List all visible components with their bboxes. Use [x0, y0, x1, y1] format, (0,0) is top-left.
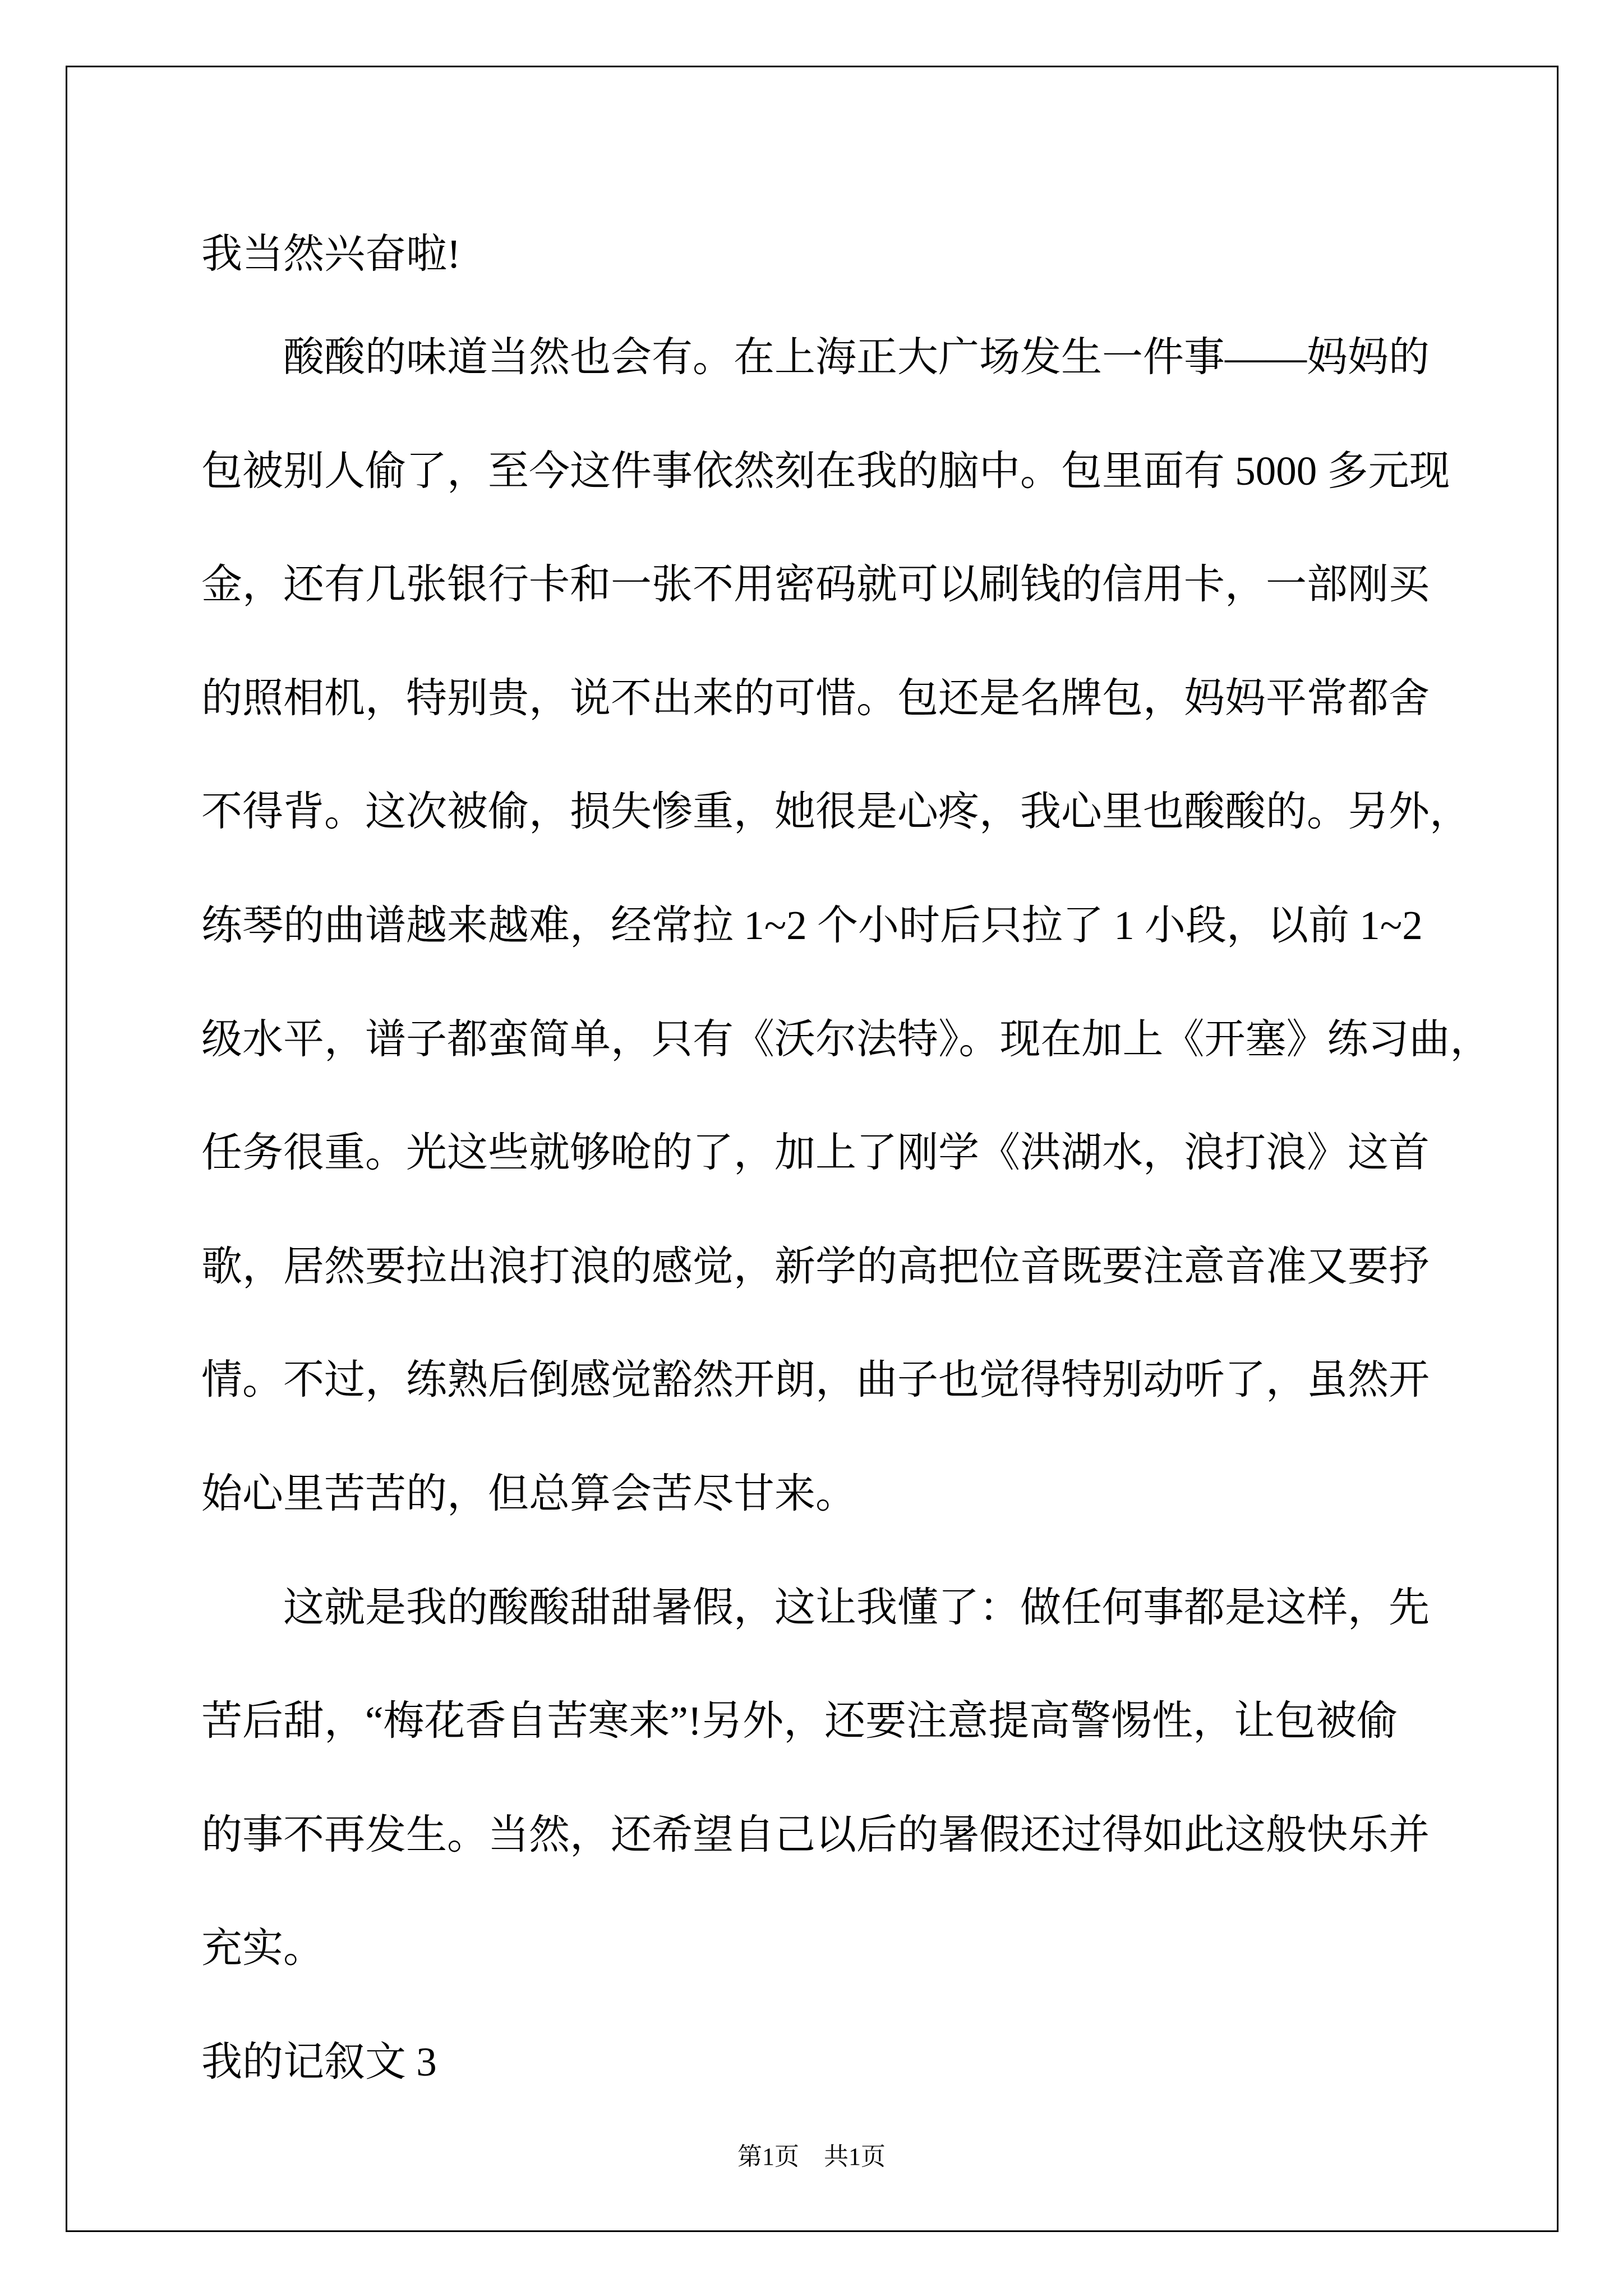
body-text — [201, 301, 1536, 2119]
text-line: 任务很重。光这些就够呛的了，加上了刚学《洪湖水，浪打浪》这首 — [201, 1130, 1430, 1176]
text-line: 级水平，谱子都蛮简单，只有《沃尔法特》。现在加上《开塞》练习曲， — [201, 1016, 1491, 1062]
continuation-paragraph — [201, 197, 1536, 311]
section-heading: 我的记叙文 3 — [201, 2039, 437, 2085]
text-line: 练琴的曲谱越来越难，经常拉 1~2 个小时后只拉了 1 小段，以前 1~2 — [201, 902, 1423, 948]
text-line: 歌，居然要拉出浪打浪的感觉，新学的高把位音既要注意音准又要抒 — [201, 1243, 1430, 1289]
text-line: 苦后甜，“梅花香自苦寒来”!另外，还要注意提高警惕性，让包被偷 — [201, 1698, 1398, 1744]
page-footer — [0, 2140, 1623, 2174]
text-line: 情。不过，练熟后倒感觉豁然开朗，曲子也觉得特别动听了，虽然开 — [201, 1357, 1430, 1403]
page-number: 第1页 共1页 — [737, 2143, 886, 2170]
text-line: 包被别人偷了，至今这件事依然刻在我的脑中。包里面有 5000 多元现 — [201, 448, 1450, 494]
paragraph — [201, 301, 1536, 1551]
text-line: 不得背。这次被偷，损失惨重，她很是心疼，我心里也酸酸的。另外， — [201, 789, 1470, 835]
text-line: 这就是我的酸酸甜甜暑假，这让我懂了：做任何事都是这样，先 — [283, 1584, 1430, 1630]
text-line: 的照相机，特别贵，说不出来的可惜。包还是名牌包，妈妈平常都舍 — [201, 675, 1430, 721]
text-line: 金，还有几张银行卡和一张不用密码就可以刷钱的信用卡，一部刚买 — [201, 562, 1430, 608]
text-line: 的事不再发生。当然，还希望自己以后的暑假还过得如此这般快乐并 — [201, 1811, 1430, 1857]
paragraph — [201, 1551, 1536, 2005]
text-line: 始心里苦苦的，但总算会苦尽甘来。 — [201, 1470, 856, 1516]
text-line: 我当然兴奋啦! — [201, 231, 461, 277]
text-line: 充实。 — [201, 1925, 324, 1971]
text-line: 酸酸的味道当然也会有。在上海正大广场发生一件事——妈妈的 — [283, 334, 1430, 380]
